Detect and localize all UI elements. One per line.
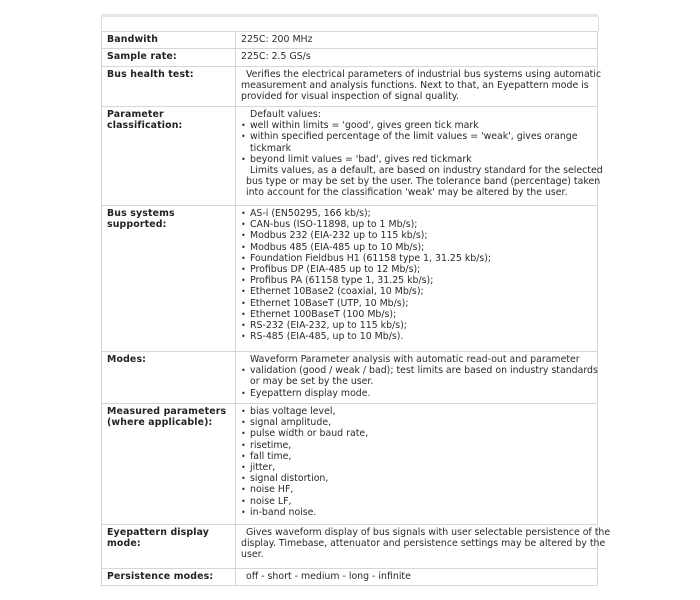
row-value-persistence-modes [236, 569, 598, 586]
table-row [102, 32, 598, 49]
table-row [102, 49, 598, 67]
list-item: • Foundation Fieldbus H1 (61158 type 1, 31.25 kb/s); [241, 253, 593, 264]
label-line: (where applicable): [107, 417, 213, 429]
list-item: • risetime, [241, 440, 593, 451]
text-line: bus type or may be set by the user. The tolerance band (percentage) taken [246, 176, 601, 188]
row-value-sample-rate: 225C: 2.5 GS/s [236, 49, 598, 67]
row-value-bus-systems [236, 206, 598, 352]
list-item: • fall time, [241, 451, 593, 462]
label-line: Measured parameters [107, 406, 227, 417]
text-line: Gives waveform display of bus signals with user selectable persistence of the [246, 527, 611, 538]
row-label-eyepattern-display-mode [102, 525, 236, 569]
table-row [102, 404, 598, 525]
list-item: • pulse width or baud rate, [241, 428, 593, 439]
table-row [102, 67, 598, 107]
row-value-eyepattern-display-mode [236, 525, 611, 569]
row-label-bus-health-test: Bus health test: [102, 67, 236, 107]
text-line: Verifies the electrical parameters of industrial bus systems using automatic [246, 69, 602, 80]
list-item: • RS-232 (EIA-232, up to 115 kb/s); [241, 320, 593, 331]
text-line: into account for the classification 'weak' may be altered by the user. [246, 187, 568, 199]
list-item: • signal distortion, [241, 473, 593, 484]
text-line: provided for visual inspection of signal quality. [241, 91, 459, 103]
text-line: or may be set by the user. [250, 376, 374, 388]
row-label-parameter-classification: Parameter classification: [102, 107, 236, 206]
list-item: • Ethernet 100BaseT (100 Mb/s); [241, 309, 593, 320]
row-label-modes: Modes: [102, 352, 236, 404]
row-label-bus-systems: Bus systems supported: [102, 206, 236, 352]
table-row [102, 206, 598, 352]
list-item: • beyond limit values = 'bad', gives red tickmark [241, 154, 593, 165]
table-row [102, 352, 598, 404]
list-item: • bias voltage level, [241, 406, 593, 417]
list-item: • Ethernet 10Base2 (coaxial, 10 Mb/s); [241, 286, 593, 297]
table-row [102, 569, 598, 586]
list-item: • Ethernet 10BaseT (UTP, 10 Mb/s); [241, 298, 593, 309]
list-item: • AS-i (EN50295, 166 kb/s); [241, 208, 593, 219]
list-item: • Modbus 232 (EIA-232 up to 115 kb/s); [241, 230, 593, 241]
list-item: • CAN-bus (ISO-11898, up to 1 Mb/s); [241, 219, 593, 230]
text-line: measurement and analysis functions. Next to that, an Eyepattern mode is [241, 80, 589, 92]
list-item: • in-band noise. [241, 507, 593, 518]
list-item: • Modbus 485 (EIA-485 up to 10 Mb/s); [241, 242, 593, 253]
text-line: off - short - medium - long - infinite [246, 571, 411, 582]
list-item: • validation (good / weak / bad); test limits are based on industry standards [241, 365, 593, 376]
label-line: Eyepattern display [107, 527, 210, 538]
list-item: • RS-485 (EIA-485, up to 10 Mb/s). [241, 331, 593, 342]
list-item: • signal amplitude, [241, 417, 593, 428]
list-item: • within specified percentage of the limit values = 'weak', gives orange [241, 131, 593, 142]
spec-table [101, 31, 611, 586]
row-label-bandwidth: Bandwith [102, 32, 236, 49]
list-item: • Profibus PA (61158 type 1, 31.25 kb/s); [241, 275, 593, 286]
text-line: user. [241, 549, 264, 561]
row-value-bus-health-test [236, 67, 602, 107]
list-item: • well within limits = 'good', gives green tick mark [241, 120, 593, 131]
row-label-persistence-modes: Persistence modes: [102, 569, 236, 586]
text-line: tickmark [250, 142, 292, 154]
table-row [102, 525, 598, 569]
list-item: • Eyepattern display mode. [241, 388, 593, 399]
row-label-sample-rate: Sample rate: [102, 49, 236, 67]
list-item: • noise LF, [241, 496, 593, 507]
list-item: • noise HF, [241, 484, 593, 495]
text-line: Waveform Parameter analysis with automatic read-out and parameter [250, 354, 580, 365]
row-value-parameter-classification [236, 107, 603, 206]
text-line: Limits values, as a default, are based on industry standard for the selected [250, 165, 603, 177]
table-header-frame [101, 17, 599, 31]
row-label-measured-parameters [102, 404, 236, 525]
text-line: Default values: [250, 109, 321, 120]
row-value-modes [236, 352, 598, 404]
list-item: • jitter, [241, 462, 593, 473]
table-row [102, 107, 598, 206]
list-item: • Profibus DP (EIA-485 up to 12 Mb/s); [241, 264, 593, 275]
label-line: mode: [107, 538, 141, 550]
row-value-measured-parameters [236, 404, 598, 525]
row-value-bandwidth: 225C: 200 MHz [236, 32, 598, 49]
text-line: display. Timebase, attenuator and persistence settings may be altered by the [241, 538, 606, 550]
